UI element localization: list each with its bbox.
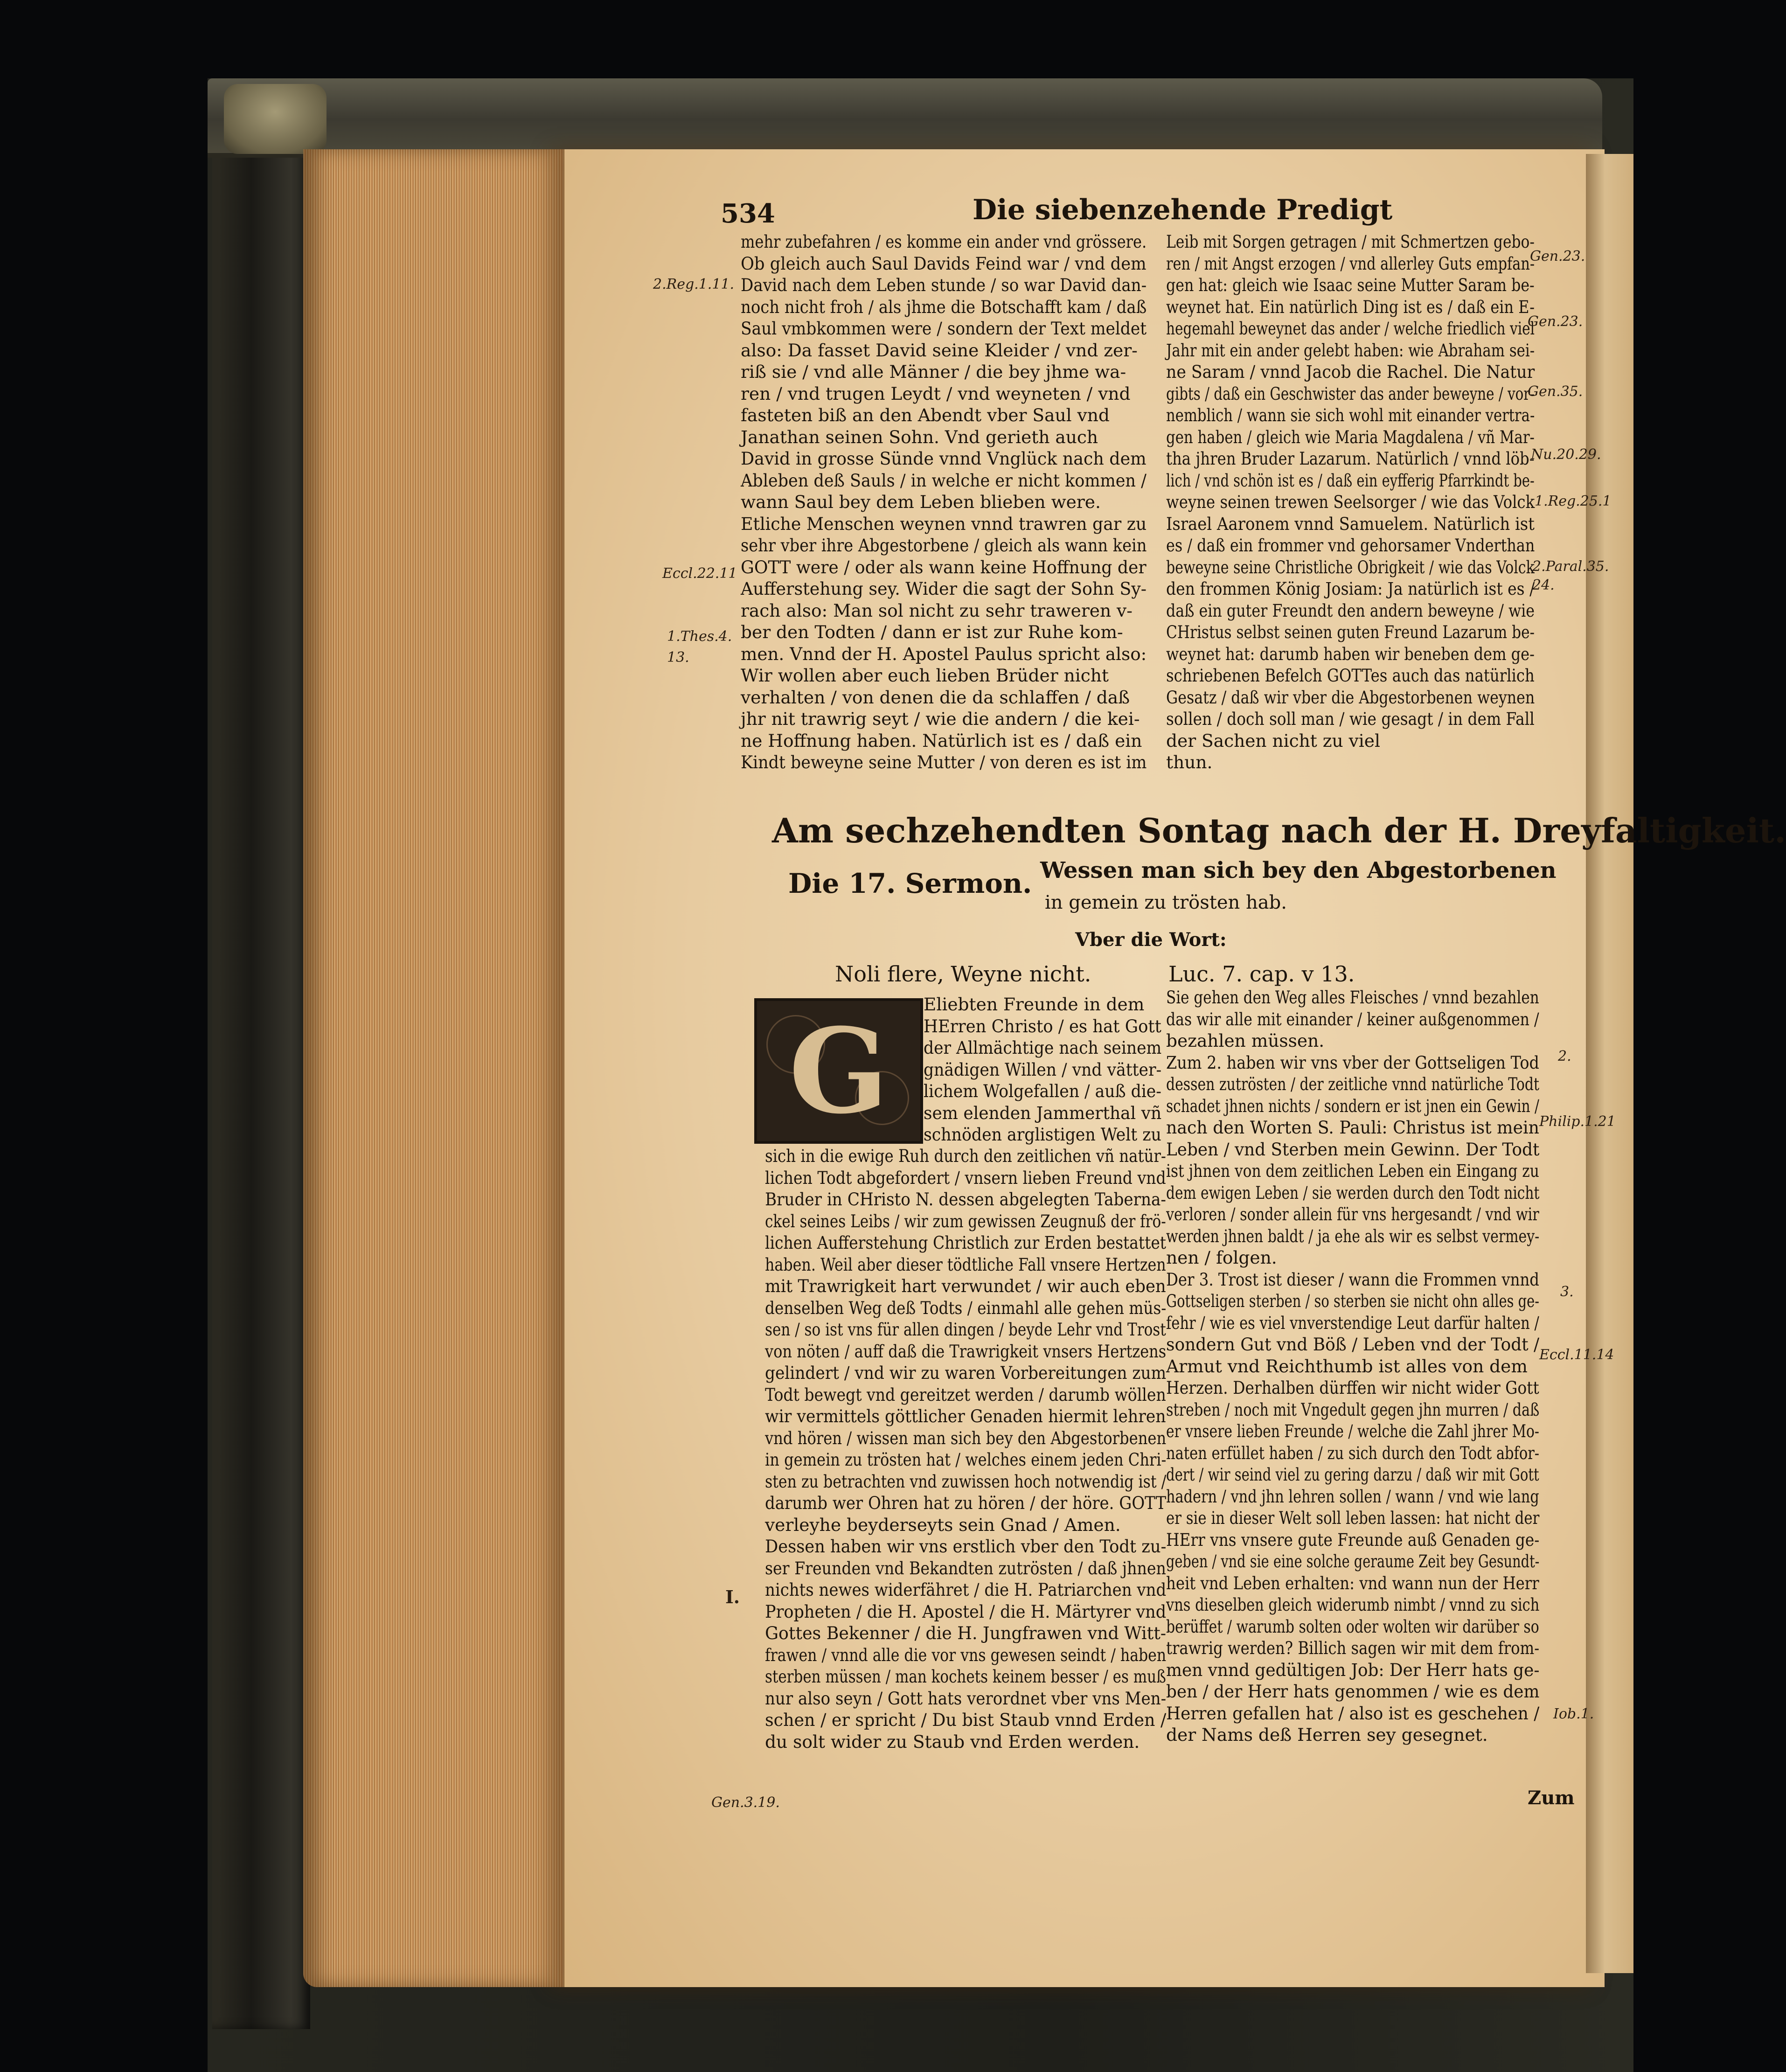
text-line: GOTT were / oder als wann keine Hoffnung der	[741, 556, 1147, 577]
text-line: weynet hat. Ein natürlich Ding ist es / daß ein E-	[1166, 296, 1535, 317]
metal-clasp	[224, 84, 327, 154]
text-line: Gottseligen sterben / so sterben sie nicht ohn alles ge-	[1166, 1291, 1540, 1311]
text-line: der Sachen nicht zu viel	[1166, 730, 1380, 751]
text-line: ben / der Herr hats genommen / wie es dem	[1166, 1681, 1540, 1702]
margin-note: 1.Reg.25.1	[1535, 493, 1612, 509]
margin-note: I.	[725, 1586, 740, 1607]
text-line: dem ewigen Leben / sie werden durch den Todt nicht	[1166, 1182, 1540, 1203]
text-line: CHristus selbst seinen guten Freund Lazarum be-	[1166, 622, 1535, 642]
margin-note: 2.Paral.35.	[1532, 558, 1609, 575]
text-line: Janathan seinen Sohn. Vnd gerieth auch	[741, 426, 1098, 447]
text-line: schnöden arglistigen Welt zu	[924, 1124, 1161, 1145]
text-line: ber den Todten / dann er ist zur Ruhe kom-	[741, 622, 1123, 642]
text-line: lichem Wolgefallen / auß die-	[924, 1081, 1161, 1101]
margin-note: Gen.3.19.	[711, 1794, 780, 1811]
bible-reference: Luc. 7. cap. v 13.	[1168, 961, 1355, 987]
text-line: du solt wider zu Staub vnd Erden werden.	[765, 1731, 1140, 1752]
over-the-words: Vber die Wort:	[1075, 929, 1227, 951]
text-line: lichen Todt abgefordert / vnsern lieben Freund vnd	[765, 1167, 1166, 1188]
text-line: Jahr mit ein ander gelebt haben: wie Abraham sei-	[1166, 340, 1535, 361]
bottom-left-column-indented	[924, 996, 1182, 1148]
text-line: gen hat: gleich wie Isaac seine Mutter Saram be-	[1166, 275, 1535, 295]
text-line: Ob gleich auch Saul Davids Feind war / vnd dem	[741, 253, 1147, 274]
margin-note: Philip.1.21	[1539, 1113, 1616, 1130]
text-line: es / daß ein frommer vnd gehorsamer Vnderthan	[1166, 535, 1535, 556]
text-line: er sie in dieser Welt soll leben lassen: hat nicht der	[1166, 1508, 1540, 1528]
text-line: nemblich / wann sie sich wohl mit einander vertra-	[1166, 405, 1535, 425]
text-line: sondern Gut vnd Böß / Leben vnd der Todt /	[1166, 1334, 1540, 1355]
text-line: fasteten biß an den Abendt vber Saul vnd	[741, 405, 1110, 425]
bottom-right-column	[1166, 989, 1653, 1748]
text-line: ckel seines Leibs / wir zum gewissen Zeugnuß der frö-	[765, 1210, 1166, 1231]
text-line: verleyhe beyderseyts sein Gnad / Amen.	[765, 1514, 1121, 1535]
text-line: men vnnd gedültigen Job: Der Herr hats ge-	[1166, 1659, 1540, 1680]
text-line: trawrig werden? Billich sagen wir mit dem from-	[1166, 1638, 1540, 1658]
text-line: Gottes Bekenner / die H. Jungfrawen vnd Witt-	[765, 1623, 1167, 1643]
text-line: naten erfüllet haben / zu sich durch den Todt abfor-	[1166, 1442, 1540, 1463]
text-line: jhr nit trawrig seyt / wie die andern / die kei-	[741, 709, 1140, 729]
page-number: 534	[721, 198, 775, 229]
text-line: beweyne seine Christliche Obrigkeit / wie das Volck	[1166, 556, 1535, 577]
text-line: gnädigen Willen / vnd vätter-	[924, 1059, 1162, 1080]
text-line: hegemahl beweynet das ander / welche friedlich viel	[1166, 318, 1535, 339]
text-line: wir vermittels göttlicher Genaden hiermit lehren	[765, 1406, 1166, 1426]
text-line: Wir wollen aber euch lieben Brüder nicht	[741, 665, 1109, 686]
text-line: thun.	[1166, 752, 1213, 772]
text-line: sich in die ewige Ruh durch den zeitlichen vñ natür-	[765, 1146, 1166, 1166]
text-line: Herzen. Derhalben dürffen wir nicht wider Gott	[1166, 1377, 1539, 1398]
text-line: sollen / doch soll man / wie gesagt / in dem Fall	[1166, 709, 1535, 729]
text-line: lichen Aufferstehung Christlich zur Erden bestattet	[765, 1232, 1167, 1253]
motto: Noli flere, Weyne nicht.	[835, 961, 1091, 987]
running-title: Die siebenzehende Predigt	[973, 194, 1393, 226]
text-line: sen / so ist vns für allen dingen / beyde Lehr vnd Trost	[765, 1319, 1166, 1340]
text-line: dessen zutrösten / der zeitliche vnnd natürliche Todt	[1166, 1074, 1539, 1094]
text-line: Gesatz / daß wir vber die Abgestorbenen weynen	[1166, 687, 1535, 708]
text-line: streben / noch mit Vngedult gegen jhn murren / daß	[1166, 1399, 1540, 1420]
decorated-initial	[754, 998, 923, 1144]
text-line: mit Trawrigkeit hart verwundet / wir auch eben	[765, 1276, 1166, 1296]
text-line: dert / wir seind viel zu gering darzu / daß wir mit Gott	[1166, 1464, 1539, 1485]
text-line: mehr zubefahren / es komme ein ander vnd grössere.	[741, 231, 1147, 252]
text-line: men. Vnnd der H. Apostel Paulus spricht also:	[741, 643, 1147, 664]
text-line: sehr vber ihre Abgestorbene / gleich als wann kein	[741, 535, 1147, 556]
margin-note: 13.	[667, 649, 689, 666]
text-line: ren / mit Angst erzogen / vnd allerley Guts empfan-	[1166, 253, 1535, 274]
text-line: Leib mit Sorgen getragen / mit Schmertzen gebo-	[1166, 231, 1535, 252]
text-line: gen haben / gleich wie Maria Magdalena / vñ Mar-	[1166, 426, 1535, 447]
text-line: HErr vns vnsere gute Freunde auß Genaden ge-	[1166, 1529, 1540, 1550]
text-line: Sie gehen den Weg alles Fleisches / vnnd bezahlen	[1166, 987, 1539, 1008]
initial-letter: G	[789, 1002, 889, 1140]
sermon-subject: Wessen man sich bey den Abgestorbenen	[1040, 857, 1557, 883]
text-line: Saul vmbkommen were / sondern der Text meldet	[741, 318, 1147, 339]
text-line: Etliche Menschen weynen vnnd trawren gar zu	[741, 513, 1147, 534]
text-line: verhalten / von denen die da schlaffen / daß	[741, 687, 1130, 708]
margin-note: Iob.1.	[1553, 1706, 1594, 1722]
margin-note: Gen.23.	[1528, 313, 1583, 330]
text-line: Eliebten Freunde in dem	[924, 994, 1145, 1015]
margin-note: 1.Thes.4.	[667, 628, 732, 645]
text-line: werden jhnen baldt / ja ehe als wir es selbst vermey-	[1166, 1225, 1540, 1246]
text-line: nach den Worten S. Pauli: Christus ist mein	[1166, 1117, 1539, 1138]
text-line: nur also seyn / Gott hats verordnet vber vns Men-	[765, 1688, 1167, 1709]
sermon-subject-2: in gemein zu trösten hab.	[1045, 892, 1287, 913]
text-line: fehr / wie es viel vnverstendige Leut darfür halten /	[1166, 1312, 1539, 1333]
text-line: Israel Aaronem vnnd Samuelem. Natürlich ist	[1166, 513, 1535, 534]
text-line: bezahlen müssen.	[1166, 1030, 1325, 1051]
margin-note: 24.	[1532, 577, 1555, 593]
text-line: in gemein zu trösten hat / welches einem jeden Chri-	[765, 1449, 1167, 1470]
text-line: lich / vnd schön ist es / daß ein eyfferig Pfarrkindt be-	[1166, 470, 1535, 491]
text-line: schriebenen Befelch GOTTes auch das natürlich	[1166, 665, 1535, 686]
text-line: den frommen König Josiam: Ja natürlich ist es /	[1166, 578, 1535, 599]
text-line: Propheten / die H. Apostel / die H. Märtyrer vnd	[765, 1601, 1167, 1622]
text-line: verloren / sonder allein für vns hergesandt / vnd wir	[1166, 1204, 1539, 1224]
text-line: sten zu betrachten vnd zuwissen hoch notwendig ist /	[765, 1471, 1167, 1492]
catchword: Zum	[1528, 1787, 1575, 1809]
text-line: er vnsere lieben Freunde / welche die Zahl jhrer Mo-	[1166, 1421, 1539, 1441]
text-line: schen / er spricht / Du bist Staub vnnd Erden /	[765, 1710, 1167, 1730]
text-line: hadern / vnd jhn lehren sollen / wann / vnd wie lang	[1166, 1486, 1539, 1507]
text-line: heit vnd Leben erhalten: vnd wann nun der Herr	[1166, 1572, 1539, 1593]
text-line: noch nicht froh / als jhme die Botschafft kam / daß	[741, 296, 1147, 317]
book-headband	[208, 78, 1602, 158]
text-line: der Allmächtige nach seinem	[924, 1037, 1162, 1058]
margin-note: 3.	[1560, 1284, 1574, 1300]
text-line: frawen / vnnd alle die vor vns gewesen seindt / haben	[765, 1644, 1167, 1665]
sermon-heading: Am sechzehendten Sontag nach der H. Dreyfaltigkeit.	[772, 811, 1786, 850]
text-line: Ableben deß Sauls / in welche er nicht kommen /	[741, 470, 1147, 491]
text-line: Armut vnd Reichthumb ist alles von dem	[1166, 1356, 1528, 1377]
text-line: Kindt beweyne seine Mutter / von deren es ist im	[741, 752, 1147, 772]
margin-note: Gen.23.	[1530, 248, 1585, 264]
text-line: wann Saul bey dem Leben blieben were.	[741, 492, 1101, 512]
margin-note: Eccl.11.14	[1539, 1347, 1614, 1363]
text-line: denselben Weg deß Todts / einmahl alle gehen müs-	[765, 1297, 1167, 1318]
text-line: weynet hat: darumb haben wir beneben dem ge-	[1166, 643, 1535, 664]
text-line: das wir alle mit einander / keiner außgenommen /	[1166, 1008, 1539, 1029]
text-line: weyne seinen trewen Seelsorger / wie das Volck	[1166, 492, 1535, 512]
text-line: tha jhren Bruder Lazarum. Natürlich / vnnd löb-	[1166, 448, 1535, 469]
text-line: sterben müssen / man kochets keinem besser / es muß	[765, 1666, 1166, 1687]
margin-note: Nu.20.29.	[1531, 446, 1601, 463]
text-line: ren / vnd trugen Leydt / vnd weyneten / vnd	[741, 383, 1131, 404]
text-line: rach also: Man sol nicht zu sehr traweren v-	[741, 600, 1133, 621]
margin-note: 2.Reg.1.11.	[653, 276, 735, 292]
text-line: nen / folgen.	[1166, 1247, 1277, 1268]
text-line: gelindert / vnd wir zu waren Vorbereitungen zum	[765, 1363, 1167, 1383]
text-line: Todt bewegt vnd gereitzet werden / darumb wöllen	[765, 1384, 1166, 1405]
text-line: der Nams deß Herren sey gesegnet.	[1166, 1724, 1488, 1745]
text-line: darumb wer Ohren hat zu hören / der höre. GOTT	[765, 1493, 1167, 1513]
text-line: HErren Christo / es hat Gott	[924, 1015, 1161, 1036]
book-spine	[212, 131, 310, 2029]
text-line: Zum 2. haben wir vns vber der Gottseligen Tod	[1166, 1052, 1539, 1073]
text-line: David in grosse Sünde vnnd Vnglück nach dem	[741, 448, 1147, 469]
text-line: haben. Weil aber dieser tödtliche Fall vnsere Hertzen	[765, 1254, 1166, 1275]
sermon-number: Die 17. Sermon.	[788, 868, 1032, 899]
top-left-column	[741, 233, 1216, 776]
text-line: Bruder in CHristo N. dessen abgelegten Taberna-	[765, 1189, 1166, 1210]
text-line: ser Freunden vnd Bekandten zutrösten / daß jhnen	[765, 1557, 1166, 1578]
text-line: geben / vnd sie eine solche geraume Zeit bey Gesundt-	[1166, 1551, 1540, 1571]
text-line: schadet jhnen nichts / sondern er ist jnen ein Gewin /	[1166, 1095, 1539, 1116]
text-line: vns dieselben gleich widerumb nimbt / vnnd zu sich	[1166, 1594, 1540, 1615]
text-line: ist jhnen von dem zeitlichen Leben ein Eingang zu	[1166, 1161, 1539, 1181]
margin-note: 2.	[1558, 1048, 1571, 1064]
text-line: ne Saram / vnnd Jacob die Rachel. Die Natur	[1166, 362, 1535, 382]
text-line: sem elenden Jammerthal vñ	[924, 1102, 1162, 1123]
text-line: Aufferstehung sey. Wider die sagt der Sohn Sy-	[741, 578, 1147, 599]
text-line: Dessen haben wir vns erstlich vber den Todt zu-	[765, 1536, 1167, 1557]
text-line: riß sie / vnd alle Männer / die bey jhme wa-	[741, 362, 1126, 382]
text-line: Herren gefallen hat / also ist es geschehen /	[1166, 1703, 1540, 1724]
text-line: daß ein guter Freundt den andern beweyne / wie	[1166, 600, 1535, 621]
text-line: ne Hoffnung haben. Natürlich ist es / daß ein	[741, 730, 1142, 751]
text-line: berüffet / warumb solten oder wolten wir darüber so	[1166, 1616, 1539, 1637]
text-line: also: Da fasset David seine Kleider / vnd zer-	[741, 340, 1138, 361]
text-line: gibts / daß ein Geschwister das ander beweyne / vor-	[1166, 383, 1535, 404]
margin-note: Gen.35.	[1528, 383, 1583, 400]
text-line: David nach dem Leben stunde / so war David dan-	[741, 275, 1147, 295]
text-line: Leben / vnd Sterben mein Gewinn. Der Todt	[1166, 1139, 1540, 1160]
text-line: Der 3. Trost ist dieser / wann die Frommen vnnd	[1166, 1269, 1539, 1290]
text-line: vnd hören / wissen man sich bey den Abgestorbenen	[765, 1427, 1167, 1448]
text-line: nichts newes widerfähret / die H. Patriarchen vnd	[765, 1579, 1167, 1600]
text-line: von nöten / auff daß die Trawrigkeit vnsers Hertzens	[765, 1341, 1167, 1362]
margin-note: Eccl.22.11	[662, 565, 737, 582]
